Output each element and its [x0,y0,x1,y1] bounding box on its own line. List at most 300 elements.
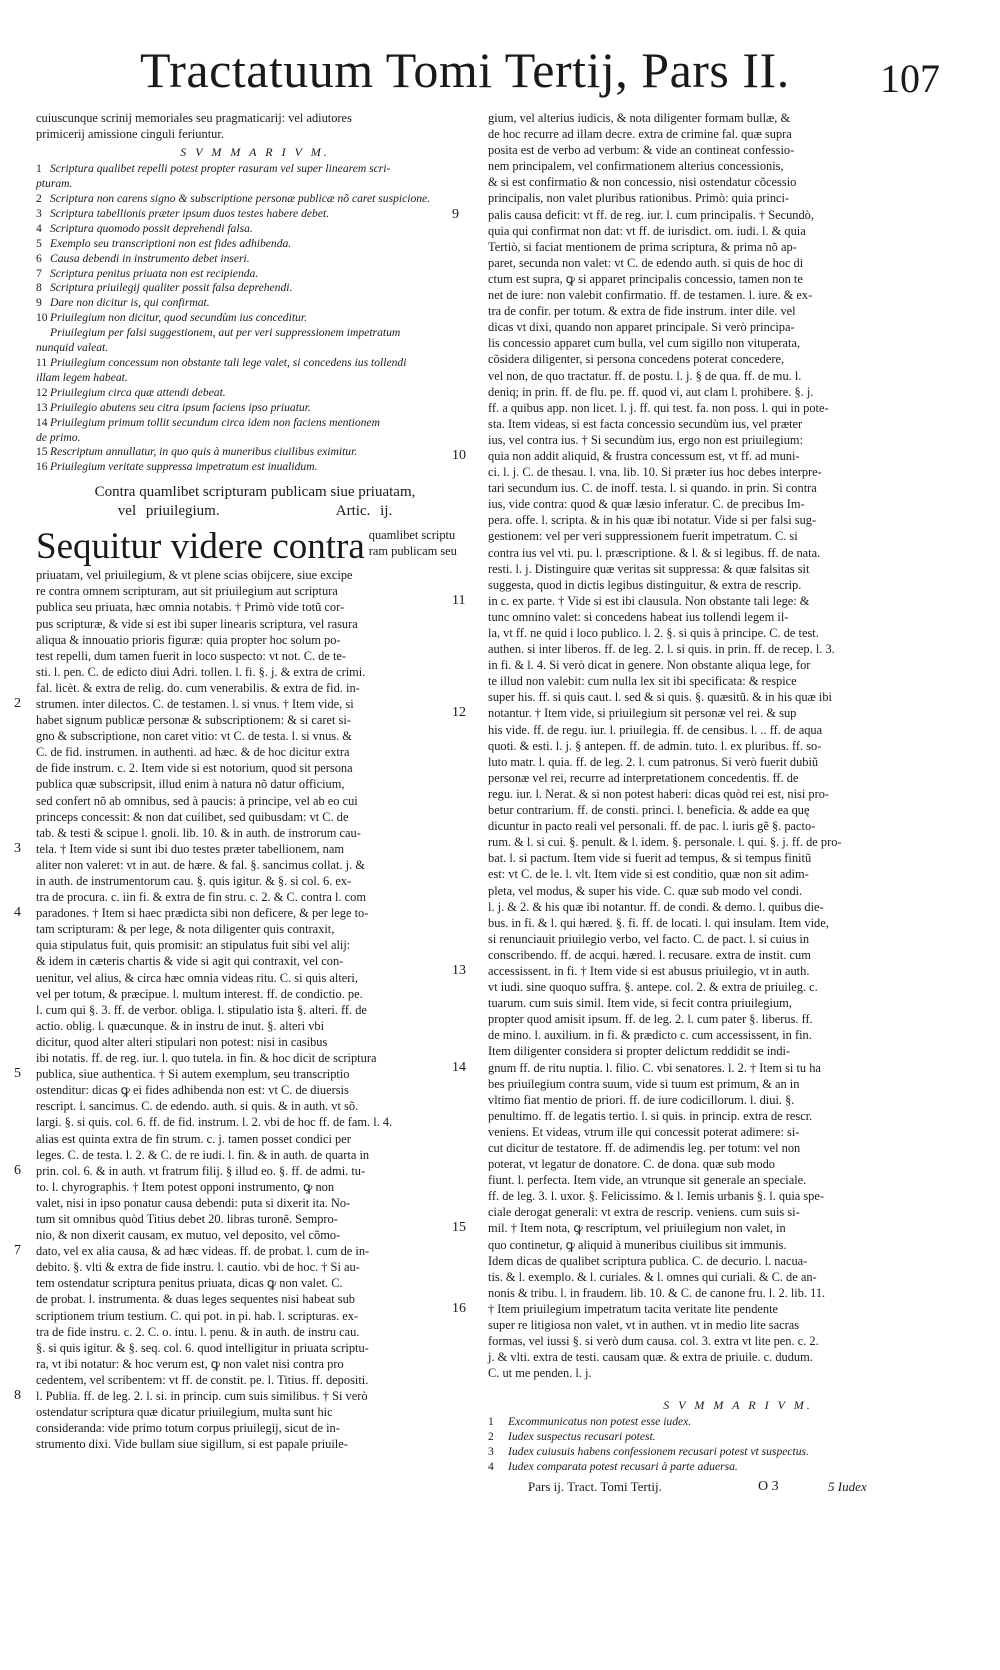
text-line [488,561,948,577]
line-text: tab. & testi & scipue l. gnoli. lib. 10. & in auth. de instrorum cau- [36,825,361,840]
line-text: tam scripturam: & per lege, & nota diligenter quis contraxit, [36,922,335,937]
text-line [488,1269,948,1285]
text-line [36,744,474,760]
second-summary [488,1397,948,1497]
text-line [488,625,948,641]
running-title: Tractatuum Tomi Tertij, Pars II. [140,42,790,98]
summary-item-text: Excommunicatus non potest esse iudex. [508,1415,692,1429]
text-line [488,915,948,931]
line-text: vt iudi. sine quoquo suffra. §. antepe. col. 2. & extra de priuileg. c. [488,980,818,995]
summary-item-text: Priuilegium veritate suppressa impetratum est inualidum. [50,460,318,474]
text-line [36,857,474,873]
line-text: formas, vel iussi §. si verò dum causa. col. 3. extra vt lite pen. c. 2. [488,1334,819,1349]
text-line [36,1227,474,1243]
summary-item [36,267,474,282]
text-line [36,1114,474,1130]
text-line [488,287,948,303]
text-line [488,577,948,593]
text-line [36,1147,474,1163]
line-text: si renunciauit priuilegio verbo, vel facto. C. de pact. l. si cuius in [488,931,810,946]
text-line [36,970,474,986]
right-column [452,110,948,1660]
line-text: tum sit omnibus quòd Titius debet 20. libras turonẽ. Sempro- [36,1211,338,1226]
text-line [36,1195,474,1211]
line-text: propter quod amisit ipsum. ff. de leg. 2. l. cum pater §. liberus. ff. [488,1012,813,1027]
text-line [36,567,474,583]
text-line [36,648,474,664]
text-line [488,1349,948,1365]
text-line [488,834,948,850]
text-line [488,303,948,319]
text-line [36,728,474,744]
line-text: † Item priuilegium impetratum tacita veritate lite pendente [488,1301,779,1316]
line-text: contra ius vel vti. pu. l. præscriptione. & l. & si legibus. ff. de nata. [488,545,821,560]
line-text: rescript. l. sancimus. C. de edendo. auth. si quis. & in auth. vt sõ. [36,1099,359,1114]
text-line [452,962,948,979]
text-line [488,979,948,995]
line-text: j. & vlti. extra de testi. causam quæ. & extra de priuile. c. dudum. [488,1350,813,1365]
text-line [36,712,474,728]
summary-item-text: Priuilegio abutens seu citra ipsum faciens ipso priuatur. [50,400,311,414]
line-text: quoti. & esti. l. j. § antepen. ff. de admin. tuto. l. ex pluribus. ff. so- [488,738,822,753]
line-text: priuatam, vel priuilegium, & vt plene scias obijcere, siue excipe [36,568,353,583]
line-text: tra de confir. per totum. & extra de fide instrum. inter dile. vel [488,304,796,319]
summary-item-text: Iudex comparata potest recusari à parte aduersa. [508,1460,738,1474]
summary-item-number: 10 [36,311,48,325]
text-line [36,986,474,1002]
line-text: strumen. inter dilectos. C. de testamen. l. si vnus. † Item vide, si [36,696,354,711]
folio-number: 107 [880,56,940,101]
line-text: resti. l. j. Distinguire quæ veritas sit suppressa: & quæ falsitas sit [488,561,810,576]
line-text: veniens. Et videas, vtrum ille qui concessit poterat adimere: si- [488,1124,800,1139]
summary-item-continuation: nunquid valeat. [36,341,109,355]
line-text: tra de fide instru. c. 2. C. o. intu. l. penu. & in auth. de instru cau. [36,1324,360,1339]
line-text: nem principalem, vel confirmationem alterius concessionis, [488,159,784,174]
text-line [452,1300,948,1317]
summary-item-number: 2 [488,1430,494,1444]
line-text: §. si quis igitur. & §. seq. col. 6. quod intelligitur in priuata scriptu- [36,1340,369,1355]
summary-item [36,207,474,222]
text-line [488,754,948,770]
line-text: fiunt. l. perfecta. Item vide, an vtrunque sit generale an speciale. [488,1173,807,1188]
text-line [488,1156,948,1172]
text-line [36,793,474,809]
line-text: personæ vel rei, recurre ad interpretationem concedentis. ff. de [488,770,799,785]
margin-note-number: 7 [14,1243,21,1259]
line-text: suggesta, quod in dictis legibus distinguitur, & extra de rescrip. [488,577,802,592]
margin-note-number: 9 [452,206,459,222]
line-text: nonis & tribu. l. in fraudem. lib. 10. & C. de canone fru. l. 2. lib. 11. [488,1285,826,1300]
line-text: luto matr. l. quia. ff. de leg. 2. l. cum patronus. Si verò fuerit dubiũ [488,754,819,769]
line-text: Idem dicas de qualibet scriptura publica. C. de decurio. l. nacua- [488,1253,808,1268]
summary-item-number: 3 [36,206,42,220]
summary-item-text: Priuilegium circa quæ attendi debeat. [50,385,226,399]
line-text: tunc omnino valet: si concedens habeat ius tollendi legem il- [488,609,789,624]
line-text: ius, vel contra ius. † Si secundùm ius, ergo non est priuilegium: [488,432,804,447]
margin-note-number: 13 [452,962,466,978]
summary-item-text: Dare non dicitur is, qui confirmat. [50,296,210,310]
opening-side-line: quamlibet scriptu [368,528,456,543]
line-text: consideranda: vide primo totum corpus priuilegij, sicut de in- [36,1421,340,1436]
text-line [36,1291,474,1307]
line-text: tela. † Item vide si sunt ibi duo testes præter tabellionem, nam [36,841,344,856]
summary-item [36,326,474,341]
line-text: ci. l. j. C. de thesau. l. vna. lib. 10. Si præter ius hoc debes interpre- [488,465,822,480]
text-line [36,664,474,680]
line-text: dato, vel ex alia causa, & ad hæc videas. ff. de probat. l. cum de in- [36,1244,370,1259]
summary-item-text: Priuilegium concessum non obstante tali lege valet, si concedens ius tollendi [50,355,407,369]
summary-item [36,162,474,177]
text-line [488,802,948,818]
margin-note-number: 15 [452,1220,466,1236]
text-line [488,1027,948,1043]
margin-note-number: 4 [14,905,21,921]
text-line [488,335,948,351]
summary-item-number: 1 [36,162,42,176]
line-text: Tertiò, si faciat mentionem de prima scriptura, & prima nõ ap- [488,239,797,254]
line-text: tra de procura. c. iin fi. & extra de fin stru. c. 2. & C. contra l. com [36,890,366,905]
summary-item-text: Scriptura quomodo possit deprehendi falsa. [50,221,253,235]
text-line [36,1404,474,1420]
text-line [36,1082,474,1098]
line-text: strumento dixi. Vide bullam siue sigillum, si est papale priuile- [36,1437,348,1452]
line-text: ius, vide contra: quod & quæ læsio inferatur. C. de precibus Im- [488,497,805,512]
line-text: aliqua & innouatio prioris figuræ: quia propter hoc solum po- [36,632,341,647]
line-text: tis. & l. exemplo. & l. curiales. & l. omnes qui curiali. & C. de an- [488,1269,817,1284]
margin-note-number: 2 [14,695,21,711]
text-line [488,738,948,754]
text-line [488,1108,948,1124]
line-text: dicitur, quod alter alteri stipulari non potest: nisi in casibus [36,1034,328,1049]
text-line [488,883,948,899]
text-line [488,673,948,689]
line-text: re contra omnem scripturam, aut sit priuilegium aut scriptura [36,584,338,599]
summary-item [36,192,474,207]
summary-item-text: Iudex cuiusuis habens confessionem recusari potest vt suspectus. [508,1445,809,1459]
line-text: & si est confirmatio & non concessio, nisi ostendatur cõcessio [488,175,797,190]
summary-item [36,296,474,311]
text-line [36,1002,474,1018]
line-text: tuarum. cum suis simil. Item vide, si fecit contra priuilegium, [488,996,792,1011]
text-line [36,632,474,648]
line-text: paret, secunda non valet: vt C. de edendo auth. si quis de hoc di [488,255,804,270]
text-line [14,905,474,921]
line-text: prin. col. 6. & in auth. vt fratrum filij. § illud eo. §. ff. de admi. tu- [36,1163,366,1178]
right-body-text [452,110,948,1381]
text-line [488,609,948,625]
text-line [14,1162,474,1179]
text-line [452,206,948,223]
text-line [488,239,948,255]
text-line [452,1220,948,1236]
line-text: gestionem: vel per veri suppressionem fuerit impetratum. C. si [488,529,798,544]
summary-item [36,356,474,371]
text-line [36,1018,474,1034]
line-text: dicas vt dixi, quando non apparet principale. Si verò principa- [488,320,795,335]
line-text: valet, nisi in ipso ponatur causa debendi: puta si dixerit ita. No- [36,1195,351,1210]
summary-item [488,1460,948,1475]
text-line [14,840,474,857]
text-line [36,680,474,696]
line-text: net de iure: non valebit confirmatio. ff. de testamen. l. iure. & ex- [488,288,813,303]
text-line [488,995,948,1011]
summary-item-number: 6 [36,251,42,265]
line-text: cut dicitur de testatore. ff. de adimendis leg. per totum: vel non [488,1141,801,1155]
summary-item-number: 7 [36,266,42,280]
text-line [36,1356,474,1372]
summary-item-text: Causa debendi in instrumento debet inseri. [50,251,250,265]
summary-item-text: Priuilegium non dicitur, quod secundùm ius conceditur. [50,311,307,325]
text-line [488,528,948,544]
line-text: fal. licèt. & extra de relig. do. cum venerabilis. & extra de fid. in- [36,680,360,695]
summary-item-number: 1 [488,1415,494,1429]
summary-item [36,386,474,401]
text-line [36,1324,474,1340]
line-text: de probat. l. instrumenta. & duas leges sequentes nisi habeat sub [36,1292,355,1307]
text-line [36,1372,474,1388]
signature-mark: O 3 [758,1479,779,1495]
line-text: de mino. l. auxilium. in fi. & prædicto c. cum accessissent, in fin. [488,1028,812,1043]
summary-item-number: 15 [36,445,48,459]
text-line [488,641,948,657]
line-text: ctum est supra, ꝙ si apparet principalis concessio, tamen non te [488,271,803,286]
summary-item [36,460,474,475]
opening-line [36,527,474,567]
line-text: tem ostendatur scriptura penitus priuata, dicas ꝙ non valet. C. [36,1276,343,1291]
margin-note-number: 10 [452,447,466,463]
text-line [488,110,948,126]
line-text: nio, & non dixerit causam, ex mutuo, vel deposito, vel cõmo- [36,1228,341,1243]
summary-item-continuation: pturam. [36,177,73,191]
text-line [488,689,948,705]
summary-item-continuation: illam legem habeat. [36,370,128,384]
line-text: paradones. † Item si haec prædicta sibi non deficere, & per lege to- [36,906,369,921]
text-line [488,931,948,947]
article-number: Artic. ij. [335,503,393,520]
line-text: ostenditur: dicas ꝙ ei fides adhibenda non est: vt C. de diuersis [36,1083,349,1098]
line-text: largi. §. si quis. col. 6. ff. de fid. instrum. l. 2. vbi de hoc ff. de fam. l. 4. [36,1115,393,1130]
text-line [488,770,948,786]
text-line [36,616,474,632]
left-body-text [14,567,474,1452]
summary-item-text: Priuilegium per falsi suggestionem, aut per veri suppressionem impetratum [50,326,401,340]
text-line [488,866,948,882]
summary-item-number: 8 [36,281,42,295]
text-line [488,351,948,367]
summary-list [488,1415,948,1475]
line-text: est: vt C. de le. l. vlt. Item vide si est conditio, quæ non sit adim- [488,867,809,882]
text-line [36,599,474,615]
left-top-text [36,110,474,142]
text-line [36,1050,474,1066]
text-line: primicerij amissione cinguli feriuntur. [36,127,224,142]
text-line [488,899,948,915]
line-text: super re litigiosa non valet, vt in authen. vt in medio lite sacras [488,1318,800,1333]
line-text: pleta, vel modus, & super his vide. C. quæ sub modo vel condi. [488,883,803,898]
summary-item [36,222,474,237]
text-line [488,1204,948,1220]
margin-note-number: 3 [14,840,21,856]
summary-item [36,311,474,326]
summary-item-number: 3 [488,1445,494,1459]
line-text: ibi notatis. ff. de reg. iur. l. quo tutela. in fin. & hoc dicit de scriptura [36,1051,377,1066]
text-line [488,786,948,802]
line-text: super his. ff. si quis caut. l. sed & si quis. §. quæsitũ. & in his quæ ibi [488,690,832,705]
line-text: in c. ex parte. † Vide si est ibi clausula. Non obstante tali lege: & [488,593,810,608]
text-line [36,809,474,825]
line-text: l. j. & 2. & his quæ ibi notantur. ff. de condi. & demo. l. quibus die- [488,899,824,914]
page-footer [488,1479,948,1497]
line-text: sed confert nõ ab omnibus, sed à paucis: à principe, vel ab eo cui [36,793,358,808]
text-line [488,1365,948,1381]
margin-note-number: 14 [452,1059,466,1075]
summary-item-number: 16 [36,460,48,474]
text-line [488,174,948,190]
line-text: lis concessio apparet cum bulla, vel cum sigillo non vituperata, [488,336,801,351]
line-text: penultimo. ff. de legatis tertio. l. si quis. in princip. extra de rescr. [488,1108,813,1123]
line-text: quo continetur, ꝙ aliquid à muneribus ciuilibus sit immunis. [488,1237,787,1252]
summary-item-continuation: de primo. [36,430,81,444]
summary-item-text: Scriptura qualibet repelli potest propter rasuram vel super linearem scri- [50,162,391,176]
text-line [488,1188,948,1204]
text-line [488,190,948,206]
text-line [36,1211,474,1227]
line-text: palis causa deficit: vt ff. de reg. iur. l. cum principalis. † Secundò, [488,207,814,222]
line-text: in auth. de instrumentorum cau. §. quis igitur. & §. si col. 6. ex- [36,874,352,888]
text-line [488,400,948,416]
text-line [36,1308,474,1324]
text-line [488,432,948,448]
text-line [488,271,948,287]
text-line [14,695,474,712]
text-line [488,416,948,432]
article-title-line2 [36,502,474,521]
text-line [36,760,474,776]
line-text: actio. oblig. l. quæcunque. & in instru de inut. §. alteri vbi [36,1018,325,1033]
text-line [36,1179,474,1195]
line-text: de fide instrum. c. 2. Item vide si est notorium, quod sit persona [36,761,353,776]
margin-note-number: 16 [452,1300,466,1316]
text-line [488,1172,948,1188]
line-text: quia non addit aliquid, & frustra concessum est, vt ff. ad muni- [488,448,800,463]
text-line [488,1140,948,1156]
text-line [36,1420,474,1436]
text-line [488,1333,948,1349]
summary-item-text: Scriptura priuilegij qualiter possit falsa deprehendi. [50,281,293,295]
summary-item-number: 13 [36,400,48,414]
line-text: ra, vt ibi notatur: & hoc verum est, ꝙ non valet nisi contra pro [36,1356,344,1371]
summary-item [488,1445,948,1460]
summary-list [36,144,474,475]
text-line [488,1092,948,1108]
summary-item [36,401,474,416]
summary-heading: S V M M A R I V M. [663,1398,813,1413]
line-text: regu. iur. l. Nerat. & si non potest haberi: dicas quòd rei est, nisi pro- [488,786,830,801]
text-line [36,583,474,599]
text-line: cuiuscunque scrinij memoriales seu pragmaticarij: vel adiutores [36,111,352,125]
line-text: pus scripturæ, & vide si est ibi super linearis scriptura, vel rasura [36,616,358,631]
line-text: to. l. chyrographis. † Item potest opponi instrumento, ꝙ non [36,1179,335,1194]
line-text: cõsidera diligenter, si persona concedens poterat concedere, [488,352,785,367]
line-text: tari secundum ius. C. de inoff. testa. l. si quando. in prin. Si contra [488,481,817,496]
summary-item-text: Priuilegium primum tollit secundum circa idem non faciens mentionem [50,415,380,429]
text-line [488,1043,948,1059]
line-text: conscribendo. ff. de acqui. hæred. l. recusare. extra de instit. cum [488,947,811,962]
line-text: poterat, vt legatur de donatore. C. de dona. quæ sub modo [488,1157,775,1172]
line-text: aliter non valeret: vt in aut. de hære. & fal. §. sancimus collat. j. & [36,857,365,872]
line-text: gium, vel alterius iudicis, & nota diligenter formam bullæ, & [488,111,791,125]
text-line [488,1317,948,1333]
summary-item-number: 4 [488,1460,494,1474]
line-text: publica, siue authentica. † Si autem exemplum, seu transcriptio [36,1067,350,1082]
line-text: vltimo fiat mentio de priori. ff. de iure codicillorum. l. diui. §. [488,1092,795,1107]
line-text: posita est de verbo ad verbum: & vide an contineat confessio- [488,143,795,158]
text-line [36,953,474,969]
text-line [14,1243,474,1259]
left-column [14,110,474,1660]
text-line [452,705,948,721]
margin-note-number: 12 [452,705,466,721]
line-text: vel non, de quo tractatur. ff. de postu. l. j. § de qua. ff. de mu. l. [488,368,802,383]
summary-item-text: Scriptura penitus priuata non est recipienda. [50,266,259,280]
text-line [488,255,948,271]
margin-note-number: 11 [452,592,466,608]
line-text: his vide. ff. de regu. iur. l. priuilegia. ff. de censibus. l. .. ff. de aqua [488,722,823,737]
line-text: cedentem, vel scribentem: vt ff. de constit. pe. l. Titius. ff. depositi. [36,1372,369,1387]
line-text: publica quæ subscripsit, illud enim à natura nõ datur officium, [36,777,345,792]
line-text: bes priuilegium contra suum, vide si tuum est primum, & an in [488,1076,800,1091]
line-text: leges. C. de testa. l. 2. & C. de re iudi. l. fin. & in auth. de quarta in [36,1147,370,1162]
article-title-part: vel priuilegium. [117,503,220,520]
line-text: gno & subscriptione, non caret vitio: vt C. de testa. l. si vnus. & [36,729,352,744]
line-text: l. Publia. ff. de leg. 2. l. si. in princip. cum suis similibus. † Si verò [36,1389,368,1403]
line-text: C. ut me penden. l. j. [488,1366,592,1381]
line-text: gnum ff. de ritu nuptia. l. filio. C. vbi senatores. l. 2. † Item si tu ha [488,1060,821,1075]
text-line [488,1011,948,1027]
summary-item-number: 11 [36,355,48,369]
text-line [488,1124,948,1140]
line-text: publica seu priuata, hæc omnia notabis. † Primò vide totũ cor- [36,600,345,615]
line-text: te illud non valebit: cum nulla lex sit ibi specificata: & respice [488,674,797,689]
text-line [36,1034,474,1050]
line-text: ff. a quibus app. non licet. l. j. ff. qui test. fa. non poss. l. qui in pote- [488,400,829,415]
text-line [36,776,474,792]
text-line [488,223,948,239]
text-line [488,496,948,512]
text-line [488,384,948,400]
summary-heading: S V M M A R I V M. [180,145,330,160]
text-line [36,1259,474,1275]
page-header [0,22,1000,112]
margin-note-number: 6 [14,1162,21,1178]
line-text: alias est quinta extra de fin strum. c. j. tamen posset condici per [36,1131,351,1146]
text-line [488,142,948,158]
line-text: authen. si inter liberos. ff. de leg. 2. l. si quis. in prin. ff. de recep. l. 3. [488,642,835,657]
text-line [36,1275,474,1291]
summary-item-text: Iudex suspectus recusari potest. [508,1430,656,1444]
line-text: de hoc recurre ad illam decre. extra de crimine fal. quæ supra [488,127,792,142]
text-line [14,1388,474,1404]
text-line [36,1098,474,1114]
text-line [488,480,948,496]
text-line [488,722,948,738]
summary-item-text: Scriptura tabellionis præter ipsum duos testes habere debet. [50,206,330,220]
summary-item-number: 9 [36,296,42,310]
line-text: & idem in cæteris chartis & vide si agit qui contraxit, vel con- [36,954,344,969]
line-text: sta. Item videas, si est facta concessio secundùm ius, vel præter [488,416,803,431]
text-line [488,126,948,142]
line-text: ciale derogat generali: vt extra de rescrip. veniens. cum suis si- [488,1205,800,1220]
